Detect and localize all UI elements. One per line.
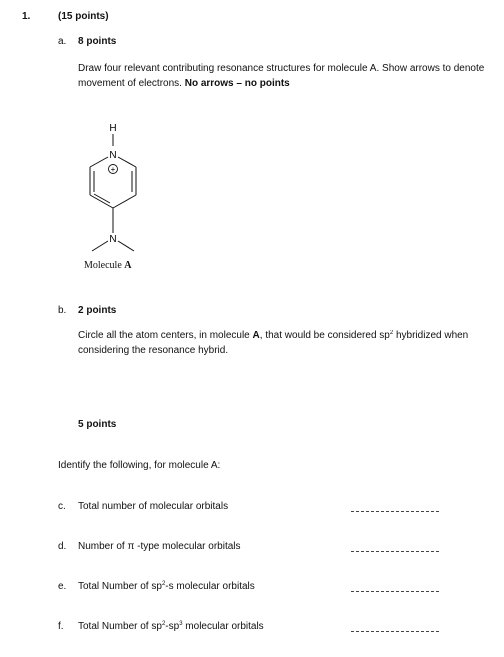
item-c-answer-blank[interactable]: [351, 511, 439, 512]
item-f-sup1: 2: [161, 621, 166, 627]
item-e-label-pre: Total Number of sp: [78, 581, 162, 592]
molecule-letter: A: [124, 260, 132, 271]
item-f-label-mid: -sp: [165, 621, 180, 632]
item-e-letter: e.: [58, 581, 67, 592]
question-points: (15 points): [58, 11, 109, 22]
part-b-line1-post: hybridized when: [393, 330, 469, 341]
item-e-label: [78, 581, 255, 592]
part-a-instruction-text: Draw four relevant contributing resonance structures for molecule A. Show arrows to denote movement of electrons.: [78, 63, 485, 89]
part-b-line2: considering the resonance hybrid.: [78, 345, 229, 356]
item-d-answer-blank[interactable]: [351, 551, 439, 552]
ring-bond-bottom-left: [90, 195, 113, 208]
item-f-sup2: 3: [179, 621, 183, 627]
item-e-answer-blank[interactable]: [351, 591, 439, 592]
item-e-sup: 2: [161, 581, 166, 587]
item-f-letter: f.: [58, 621, 64, 632]
identify-instruction: Identify the following, for molecule A:: [58, 460, 221, 471]
item-f-label-pre: Total Number of sp: [78, 621, 162, 632]
part-b-molecule-ref: A: [252, 330, 260, 341]
part-a-points: 8 points: [78, 36, 117, 47]
molecule-caption: [84, 260, 132, 271]
amine-nitrogen: N: [109, 234, 117, 245]
part-b-line1-mid: , that would be considered sp: [259, 330, 390, 341]
molecule-label: Molecule: [84, 260, 122, 271]
item-d-letter: d.: [58, 541, 67, 552]
pyridinium-nitrogen: N: [109, 150, 117, 161]
item-d-label: Number of π -type molecular orbitals: [78, 541, 241, 552]
part-b-line1-pre: Circle all the atom centers, in molecule: [78, 330, 253, 341]
item-e-label-post: -s molecular orbitals: [165, 581, 255, 592]
item-f-label-post: molecular orbitals: [182, 621, 264, 632]
question-number: 1.: [22, 11, 31, 22]
item-f-label: [78, 621, 264, 632]
methyl-bond-right: [118, 241, 134, 251]
item-c-letter: c.: [58, 501, 66, 512]
item-c-label: Total number of molecular orbitals: [78, 501, 229, 512]
molecule-a-structure: [70, 115, 160, 265]
ring-bond-n-right: [118, 157, 136, 167]
part-b-sup: 2: [389, 330, 394, 336]
positive-charge-sign: +: [110, 165, 116, 174]
part-a-warning: No arrows – no points: [184, 78, 290, 89]
part-a-letter: a.: [58, 36, 67, 47]
ring-bond-n-left: [90, 157, 108, 167]
part-b-letter: b.: [58, 305, 67, 316]
hydrogen-atom: H: [109, 123, 117, 134]
section-points: 5 points: [78, 419, 117, 430]
part-b-line1: [78, 330, 504, 341]
ring-bond-bottom-right: [113, 195, 136, 208]
part-b-points: 2 points: [78, 305, 117, 316]
methyl-bond-left: [92, 241, 108, 251]
part-a-instruction: [78, 61, 498, 91]
item-f-answer-blank[interactable]: [351, 631, 439, 632]
